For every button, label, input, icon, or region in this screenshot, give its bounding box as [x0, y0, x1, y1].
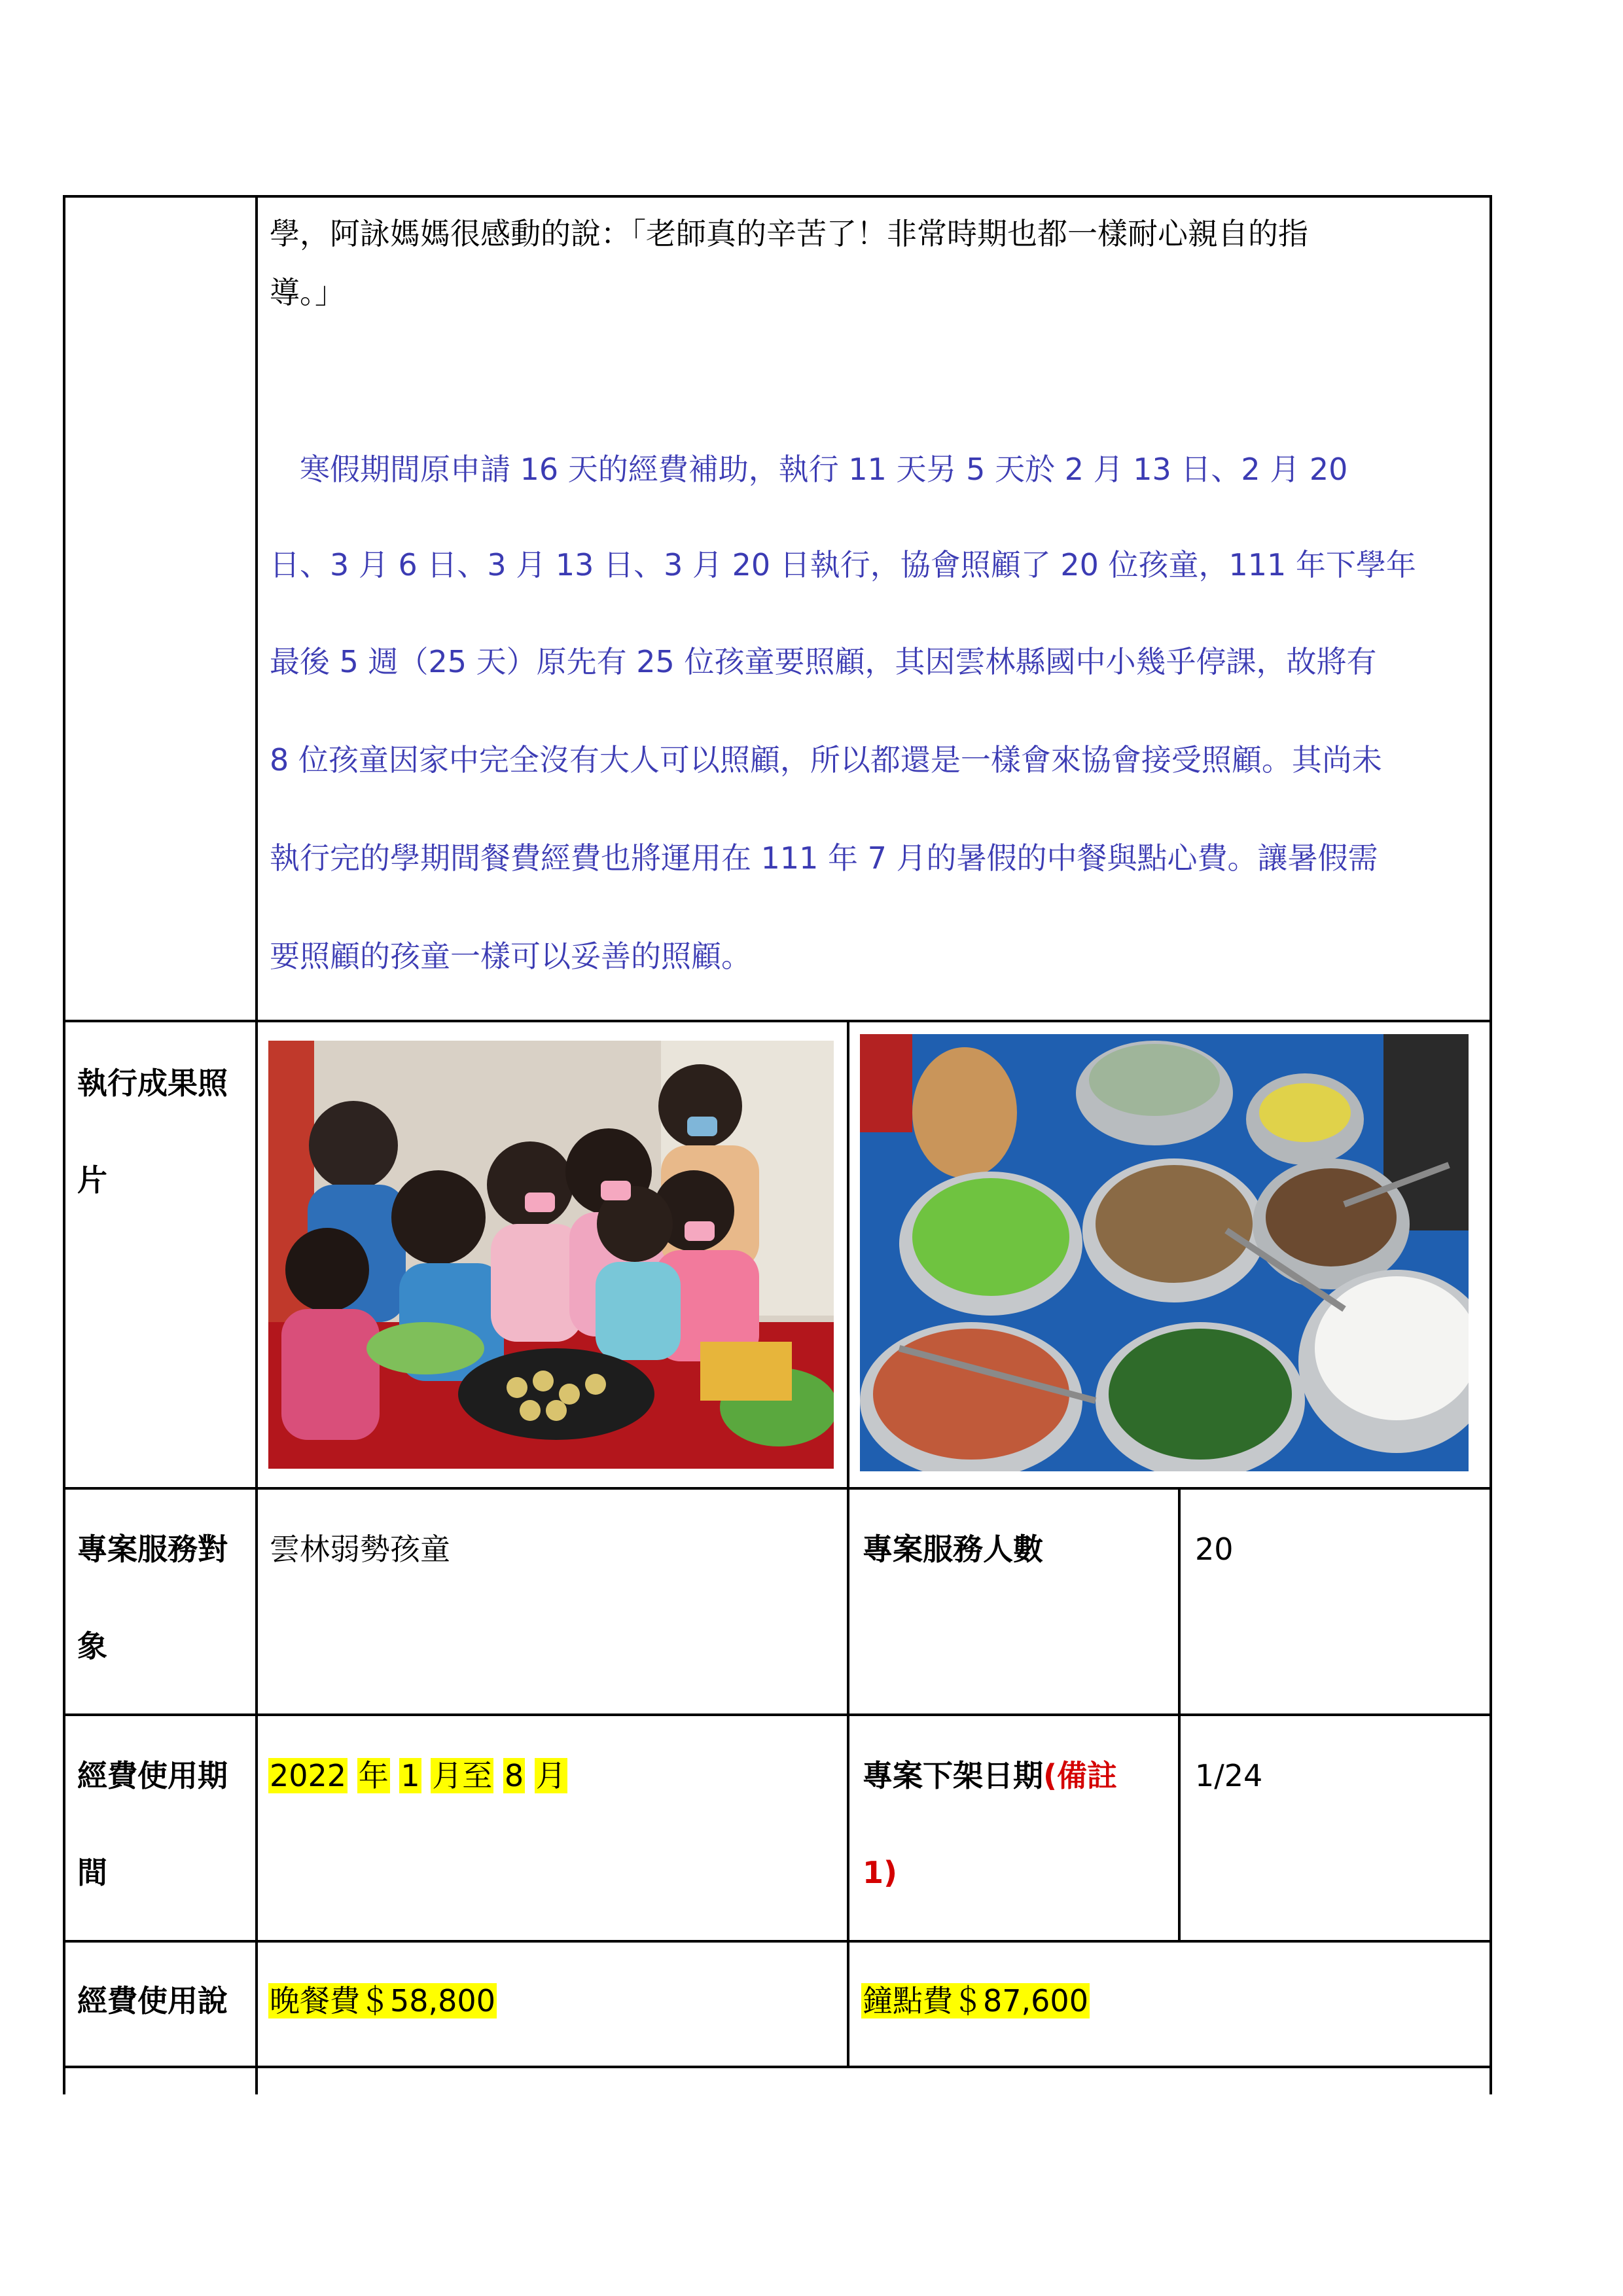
paragraph-line-1: 寒假期間原申請 16 天的經費補助，執行 11 天另 5 天於 2 月 13 日、2 月 20	[270, 452, 1348, 487]
label-column-divider	[255, 195, 258, 2094]
table-border-right	[1489, 195, 1492, 2094]
offshelf-note-2: 1)	[863, 1855, 898, 1890]
photos-label-line-2: 片	[77, 1162, 107, 1198]
period-year-unit: 年	[358, 1758, 389, 1793]
row-divider-2	[63, 1487, 1492, 1490]
hourly-fee-text: 鐘點費＄87,600	[863, 1983, 1088, 2018]
hourly-fee	[861, 1981, 1090, 2021]
period-label-line-2: 間	[77, 1855, 107, 1890]
count-label: 專案服務人數	[863, 1532, 1043, 1567]
row-divider-4	[63, 1940, 1492, 1943]
period-month-unit: 月	[535, 1758, 566, 1793]
target-label-line-1: 專案服務對	[77, 1532, 228, 1567]
target-label-line-2: 象	[77, 1628, 107, 1664]
photos-label-line-1: 執行成果照	[77, 1066, 228, 1101]
period-label-line-1: 經費使用期	[77, 1758, 228, 1793]
count-value: 20	[1195, 1532, 1234, 1567]
paragraph-line-4: 8 位孩童因家中完全沒有大人可以照顧，所以都還是一樣會來協會接受照顧。其尚未	[270, 742, 1382, 778]
table-border-top	[63, 195, 1492, 198]
period-start-month: 1	[401, 1758, 420, 1793]
offshelf-note-1: (備註	[1043, 1758, 1118, 1793]
table-border-left	[63, 195, 65, 2094]
photo-children-cooking	[268, 1041, 834, 1469]
period-month-to: 月至	[432, 1758, 493, 1793]
value-column-divider	[1178, 1487, 1181, 1943]
target-value: 雲林弱勢孩童	[270, 1532, 450, 1567]
offshelf-value: 1/24	[1195, 1758, 1263, 1793]
row-divider-1	[63, 1020, 1492, 1022]
paragraph-line-2: 日、3 月 6 日、3 月 13 日、3 月 20 日執行，協會照顧了 20 位孩童，111 年下學年	[270, 547, 1416, 583]
offshelf-label	[863, 1755, 1117, 1796]
period-year: 2022	[270, 1758, 347, 1793]
paragraph-line-5: 執行完的學期間餐費經費也將運用在 111 年 7 月的暑假的中餐與點心費。讓暑假需	[270, 840, 1378, 876]
usage-label: 經費使用說	[77, 1983, 228, 2018]
photo-food-pots	[860, 1034, 1469, 1471]
offshelf-label-text: 專案下架日期	[863, 1758, 1043, 1793]
row-divider-3	[63, 1713, 1492, 1716]
paragraph-line-3: 最後 5 週（25 天）原先有 25 位孩童要照顧，其因雲林縣國中小幾乎停課，故將有	[270, 644, 1377, 679]
period-end-month: 8	[504, 1758, 524, 1793]
paragraph-line-6: 要照顧的孩童一樣可以妥善的照顧。	[270, 939, 751, 974]
intro-line-2: 導。」	[270, 275, 345, 310]
period-value	[268, 1755, 567, 1796]
table-border-bottom	[63, 2066, 1492, 2068]
middle-column-divider	[847, 1020, 849, 2066]
dinner-fee	[268, 1981, 497, 2021]
dinner-fee-text: 晚餐費＄58,800	[270, 1983, 495, 2018]
intro-line-1: 學，阿詠媽媽很感動的說：「老師真的辛苦了！非常時期也都一樣耐心親自的指	[270, 216, 1308, 251]
